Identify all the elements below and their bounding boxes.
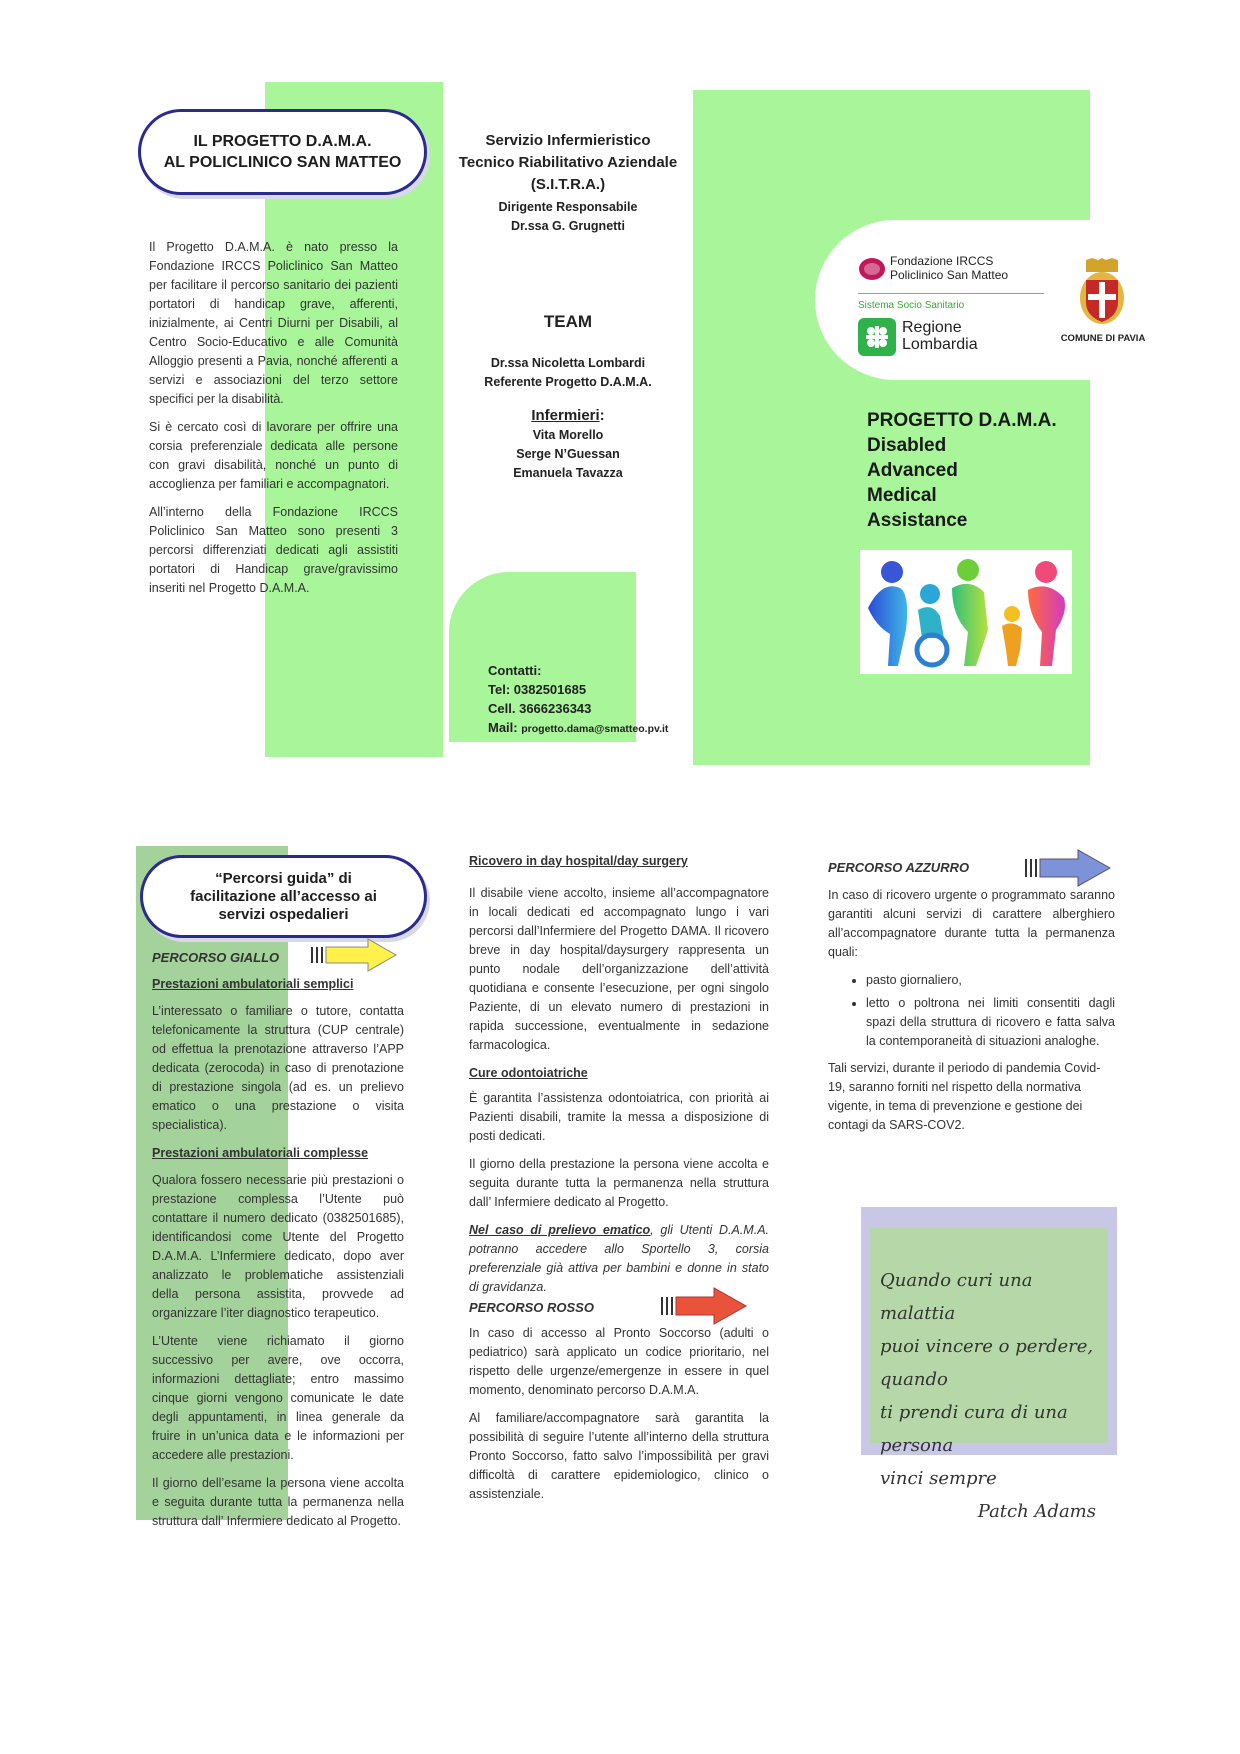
quote-line: Quando curi una malattia	[880, 1270, 1033, 1324]
tel-value[interactable]: 0382501685	[513, 682, 587, 697]
regione-emblem-icon	[858, 318, 896, 356]
service-line: (S.I.T.R.A.)	[530, 176, 606, 193]
azzurro-bullets	[828, 971, 1115, 1051]
team-lead-role: Referente Progetto D.A.M.A.	[484, 375, 652, 389]
fondazione-line2: Policlinico San Matteo	[890, 268, 1009, 282]
percorso-giallo-title: PERCORSO GIALLO	[152, 950, 280, 965]
giallo-section	[152, 975, 404, 1540]
comune-label: COMUNE DI PAVIA	[1060, 333, 1146, 344]
ricovero-section	[469, 852, 769, 1306]
sistema-label: Sistema Socio Sanitario	[858, 300, 965, 311]
intro-text	[149, 238, 398, 607]
guide-title-line: servizi ospedalieri	[218, 905, 349, 923]
blue-arrow-icon	[1024, 848, 1112, 888]
cure-paragraph: È garantita l’assistenza odontoiatrica, con priorità ai Pazienti disabili, tramite la messa a disposizione di posti dedicati.	[469, 1091, 769, 1143]
guide-title-line: facilitazione all’accesso ai	[190, 887, 377, 905]
service-line: Servizio Infermieristico	[485, 132, 651, 149]
project-title-line2: AL POLICLINICO SAN MATTEO	[163, 154, 402, 171]
quote-line: vinci sempre	[880, 1468, 997, 1489]
intro-paragraph: Si è cercato così di lavorare per offrire una corsia preferenziale dedicata alle persone con gravi disabilità, nonché un punto di accoglienza per familiari e accompagnatori.	[149, 420, 398, 491]
cell-value[interactable]: 3666236343	[519, 701, 592, 716]
simple-services-heading: Prestazioni ambulatoriali semplici	[152, 977, 354, 991]
complex-services-paragraph: L’Utente viene richiamato il giorno successivo per avere, ove occorra, informazioni dettagliate; entro massimo cinque giorni vengono comunicate le date degli appuntamenti, in linea generale da fruire in un’unica data e le informazioni per accedere alle prestazioni.	[152, 1334, 404, 1462]
quote-line: ti prendi cura di una persona	[880, 1402, 1068, 1456]
project-title-pill	[138, 109, 427, 195]
azzurro-bullet-item: • letto o poltrona nei limiti consentiti dagli spazi della struttura di ricovero e fatta salva la contemporaneità di situazioni analoghe.	[866, 994, 1115, 1051]
nurse-name: Vita Morello	[532, 428, 604, 442]
team-block	[448, 311, 688, 483]
dama-title-line: Assistance	[867, 510, 968, 531]
dama-title-line: Disabled	[867, 435, 947, 456]
contact-cell	[488, 699, 703, 718]
mail-label: Mail:	[488, 720, 518, 735]
prelievo-lead: Nel caso di prelievo ematico	[469, 1223, 651, 1237]
simple-services-text: L’interessato o familiare o tutore, contatta telefonicamente la struttura (CUP centrale) od effettua la prenotazione attraverso l’APP dedicata (zerocoda) in caso di prenotazione di prestazione singola (ad es. un prelievo ematico o una prestazione o visita specialistica).	[152, 1004, 404, 1132]
manager-name: Dr.ssa G. Grugnetti	[511, 219, 625, 233]
intro-paragraph: Il Progetto D.A.M.A. è nato presso la Fondazione IRCCS Policlinico San Matteo per facilitare il percorso sanitario dei pazienti portatori di handicap grave, afferenti, inizialmente, ai Centri Diurni per Disabili, al Centro Socio-Educativo e alle Comunità Alloggio presenti a Pavia, nonché afferenti a servizi e associazioni del terzo settore specifici per la disabilità.	[149, 240, 398, 406]
rosso-paragraph: Al familiare/accompagnatore sarà garantita la possibilità di seguire l’utente all’interno della struttura Pronto Soccorso, fatto salvo l’impossibilità per gravi difficoltà di carattere epidemiologico, clinico o assistenziale.	[469, 1411, 769, 1501]
complex-services-paragraph: Qualora fossero necessarie più prestazioni o prestazione complessa l’Utente può contattare il numero dedicato (0382501685), identificandosi come Utente del Progetto D.A.M.A. L’Infermiere dedicato, dopo aver analizzato le problematiche assistenziali della persona assistita, provvede ad organizzare l’iter diagnostico terapeutico.	[152, 1173, 404, 1320]
rosso-paragraph: In caso di accesso al Pronto Soccorso (adulti o pediatrico) sarà applicato un codice prioritario, nel rispetto delle urgenze/emergenze in essere in quel momento, denominato percorso D.A.M.A.	[469, 1326, 769, 1397]
cure-paragraph: Il giorno della prestazione la persona viene accolta e seguita durante tutta la permanenza nella struttura dall’ Infermiere dedicato al Progetto.	[469, 1157, 769, 1209]
fondazione-emblem-icon	[858, 256, 886, 282]
project-title-line1: IL PROGETTO D.A.M.A.	[193, 133, 372, 150]
service-line: Tecnico Riabilitativo Aziendale	[458, 154, 678, 171]
percorso-rosso-title: PERCORSO ROSSO	[469, 1300, 594, 1315]
ricovero-text: Il disabile viene accolto, insieme all’accompagnatore in locali dedicati ed accompagnato lungo i vari percorsi dall’Infermiere del Progetto DAMA. Il ricovero breve in day hospital/daysurgery rappresenta un punto nodale dell’organizzazione dell’attività quotidiana e consente l’esecuzione, per ogni singolo Paziente, di un elevato numero di prestazioni in rapida successione, eventualmente in sedazione farmacologica.	[469, 886, 769, 1052]
mail-value[interactable]: progetto.dama@smatteo.pv.it	[521, 723, 669, 735]
dama-title-line: PROGETTO D.A.M.A.	[867, 410, 1057, 431]
red-arrow-icon	[660, 1286, 748, 1326]
logo-divider	[858, 293, 1044, 294]
service-block	[448, 130, 688, 236]
azzurro-section	[828, 886, 1115, 1144]
contacts-block	[488, 661, 703, 739]
dama-title-line: Medical	[867, 485, 937, 506]
nurses-colon: :	[599, 407, 605, 424]
complex-services-heading: Prestazioni ambulatoriali complesse	[152, 1146, 369, 1160]
quote-text	[880, 1264, 1102, 1528]
azzurro-intro: In caso di ricovero urgente o programmato saranno garantiti alcuni servizi di carattere alberghiero all’accompagnatore durante tutta la permanenza quali:	[828, 888, 1115, 959]
percorso-azzurro-title: PERCORSO AZZURRO	[828, 860, 970, 875]
cell-label: Cell.	[488, 701, 516, 716]
prelievo-rest: , gli Utenti D.A.M.A. potranno accedere allo Sportello 3, corsia preferenziale già attiva per bambini e donne in stato di gravidanza.	[469, 1223, 770, 1294]
guide-title-line: “Percorsi guida” di	[215, 869, 352, 887]
intro-paragraph: All’interno della Fondazione IRCCS Policlinico San Matteo sono presenti 3 percorsi differenziati dedicati agli assistiti portatori di Handicap grave/gravissimo inseriti nel Progetto D.A.M.A.	[149, 505, 398, 595]
pavia-crest-icon	[1076, 258, 1128, 328]
azzurro-covid-note: Tali servizi, durante il periodo di pandemia Covid-19, saranno forniti nel rispetto della normativa vigente, in tema di prevenzione e gestione dei contagi da SARS-COV2.	[828, 1061, 1101, 1132]
quote-author: Patch Adams	[977, 1501, 1096, 1522]
people-illustration	[860, 550, 1072, 674]
contact-mail	[488, 718, 703, 739]
regione-line1: Regione	[902, 319, 962, 336]
nurse-name: Emanuela Tavazza	[513, 466, 623, 480]
tel-label: Tel:	[488, 682, 511, 697]
regione-logo	[858, 318, 1008, 358]
guide-title-pill	[140, 855, 427, 938]
contacts-heading: Contatti:	[488, 663, 542, 678]
yellow-arrow-icon	[310, 937, 400, 973]
fondazione-line1: Fondazione IRCCS	[890, 254, 994, 268]
quote-line: puoi vincere o perdere, quando	[880, 1336, 1094, 1390]
nurse-name: Serge N’Guessan	[516, 447, 620, 461]
team-heading: TEAM	[543, 312, 593, 331]
regione-line2: Lombardia	[902, 336, 978, 353]
cure-heading: Cure odontoiatriche	[469, 1066, 588, 1080]
fondazione-logo	[858, 254, 1058, 284]
nurses-heading-row	[448, 406, 688, 426]
contact-tel	[488, 680, 703, 699]
manager-role: Dirigente Responsabile	[498, 200, 638, 214]
dama-acronym-title	[867, 408, 1077, 533]
nurses-heading: Infermieri	[531, 407, 600, 424]
complex-services-paragraph: Il giorno dell’esame la persona viene accolta e seguita durante tutta la permanenza nella struttura dall’ Infermiere dedicato al Progetto.	[152, 1476, 404, 1528]
ricovero-heading: Ricovero in day hospital/day surgery	[469, 854, 688, 868]
azzurro-bullet-item: • pasto giornaliero,	[866, 971, 1115, 990]
dama-title-line: Advanced	[867, 460, 958, 481]
rosso-section	[469, 1324, 769, 1513]
team-lead-name: Dr.ssa Nicoletta Lombardi	[490, 356, 646, 370]
